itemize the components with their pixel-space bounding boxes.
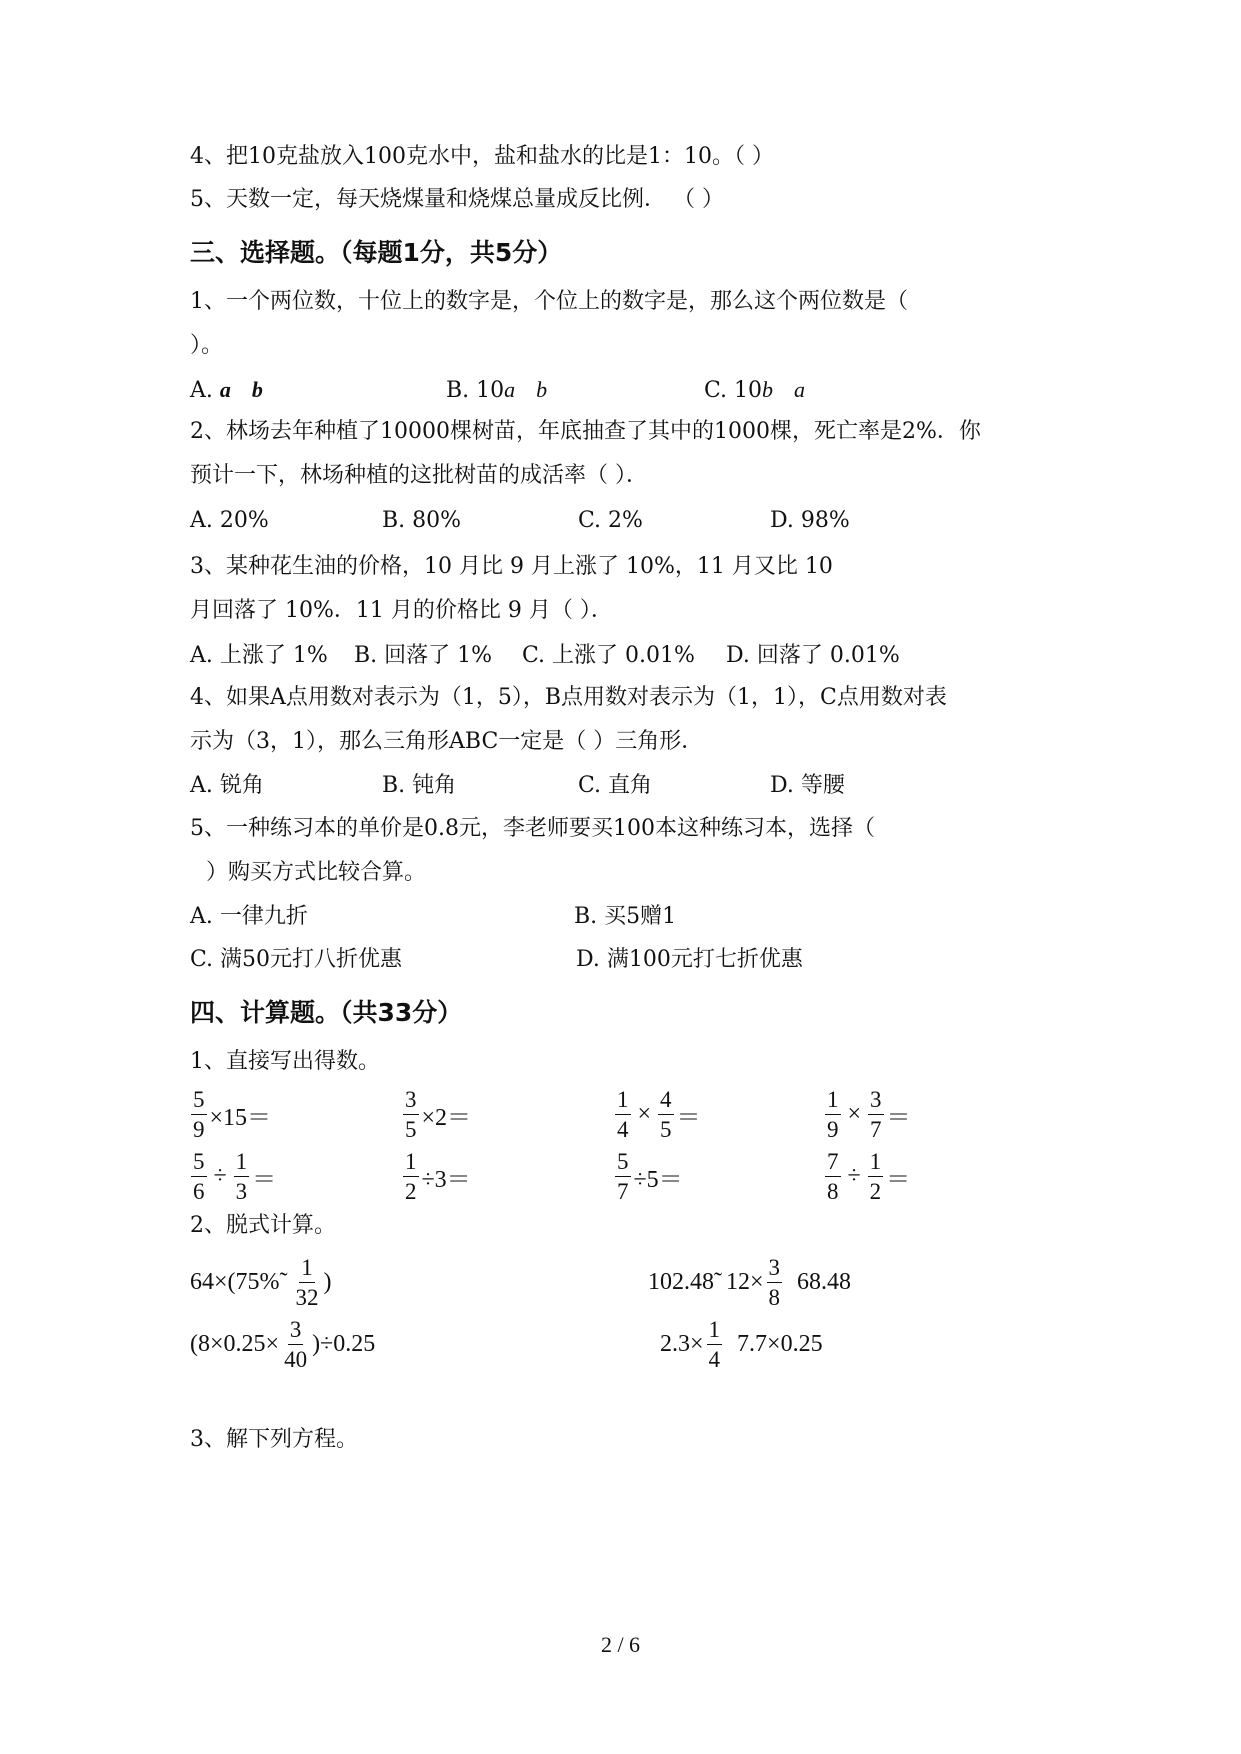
tf-question-4: 4、把10克盐放入100克水中，盐和盐水的比是1：10。（ ） [190, 144, 774, 169]
fraction: $\frac{1}{4}$ [708, 1317, 721, 1372]
direct-calc-1: $\frac{5}{9}$ ×15＝ [193, 1087, 272, 1142]
fraction: $\frac{7}{8}$ [827, 1149, 839, 1204]
fraction: $\frac{1}{3}$ [235, 1149, 248, 1204]
direct-calc-3: $\frac{1}{4}$ × $\frac{4}{5}$ ＝ [617, 1087, 701, 1142]
q3-2-option-c: C. 2% [578, 508, 643, 533]
q3-4-option-d: D. 等腰 [770, 773, 845, 798]
q3-5-line2: ）购买方式比较合算。 [206, 860, 427, 885]
q3-4-line2: 示为（3，1），那么三角形ABC一定是（ ）三角形． [190, 729, 704, 754]
q3-1-line1: 1、一个两位数，十位上的数字是，个位上的数字是，那么这个两位数是（ [190, 289, 908, 314]
fraction: $\frac{3}{40}$ [284, 1317, 308, 1372]
q3-5-option-b: B. 买5赠1 [574, 904, 677, 929]
section-3-title: 三、选择题。（每题1分，共5分） [190, 238, 563, 267]
fraction: $\frac{3}{8}$ [768, 1255, 781, 1310]
q3-1-option-a: A. a b [190, 377, 263, 403]
q3-4-option-a: A. 锐角 [190, 773, 264, 798]
q3-5-option-d: D. 满100元打七折优惠 [576, 947, 803, 972]
direct-calc-7: $\frac{5}{7}$ ÷5＝ [617, 1149, 683, 1204]
step-calc-2: 102.48̃ 12× $\frac{3}{8}$ 68.48 [648, 1255, 852, 1310]
fraction: $\frac{1}{2}$ [405, 1149, 417, 1204]
fraction: $\frac{5}{7}$ [617, 1149, 629, 1204]
direct-calc-5: $\frac{5}{6}$ ÷ $\frac{1}{3}$ ＝ [193, 1149, 277, 1204]
q3-1-option-c: C. 10b a [704, 377, 806, 403]
section-4-title: 四、计算题。（共33分） [190, 998, 463, 1027]
fraction: $\frac{5}{6}$ [193, 1149, 205, 1204]
q3-4-option-c: C. 直角 [578, 773, 653, 798]
tf-question-5: 5、天数一定，每天烧煤量和烧煤总量成反比例． （ ） [190, 187, 724, 212]
q3-3-line1: 3、某种花生油的价格，10 月比 9 月上涨了 10%，11 月又比 10 [190, 554, 833, 579]
q3-3-line2: 月回落了 10%．11 月的价格比 9 月（ ）． [190, 598, 613, 623]
q3-4-line1: 4、如果A点用数对表示为（1，5），B点用数对表示为（1，1），C点用数对表 [190, 685, 947, 710]
calc-part2-title: 2、脱式计算。 [190, 1213, 336, 1238]
fraction: $\frac{5}{9}$ [193, 1087, 205, 1142]
fraction: $\frac{3}{7}$ [870, 1087, 882, 1142]
direct-calc-8: $\frac{7}{8}$ ÷ $\frac{1}{2}$ ＝ [827, 1149, 911, 1204]
fraction: $\frac{1}{4}$ [617, 1087, 629, 1142]
direct-calc-6: $\frac{1}{2}$ ÷3＝ [405, 1149, 471, 1204]
direct-calc-4: $\frac{1}{9}$ × $\frac{3}{7}$ ＝ [827, 1087, 911, 1142]
step-calc-4: 2.3× $\frac{1}{4}$ 7.7×0.25 [660, 1317, 823, 1372]
q3-3-option-a: A. 上涨了 1% [190, 643, 328, 668]
direct-calc-2: $\frac{3}{5}$ ×2＝ [405, 1087, 472, 1142]
fraction: $\frac{1}{9}$ [827, 1087, 839, 1142]
fraction: $\frac{1}{32}$ [295, 1255, 319, 1310]
calc-part1-title: 1、直接写出得数。 [190, 1049, 380, 1074]
fraction: $\frac{3}{5}$ [405, 1087, 417, 1142]
q3-3-option-d: D. 回落了 0.01% [726, 643, 900, 668]
q3-2-option-a: A. 20% [190, 508, 269, 533]
q3-2-line1: 2、林场去年种植了10000棵树苗，年底抽查了其中的1000棵，死亡率是2%．你 [190, 419, 981, 444]
q3-2-line2: 预计一下，林场种植的这批树苗的成活率（ ）． [190, 463, 648, 488]
step-calc-3: (8×0.25× $\frac{3}{40}$ )÷0.25 [190, 1317, 376, 1372]
fraction: $\frac{4}{5}$ [660, 1087, 672, 1142]
q3-5-option-c: C. 满50元打八折优惠 [190, 947, 403, 972]
fraction: $\frac{1}{2}$ [869, 1149, 882, 1204]
q3-3-option-c: C. 上涨了 0.01% [522, 643, 695, 668]
q3-2-option-d: D. 98% [770, 508, 850, 533]
q3-4-option-b: B. 钝角 [382, 773, 457, 798]
q3-1-option-b: B. 10a b [446, 377, 548, 403]
calc-part3-title: 3、解下列方程。 [190, 1427, 358, 1452]
q3-5-option-a: A. 一律九折 [190, 904, 308, 929]
page-number: 2 / 6 [600, 1632, 641, 1657]
q3-3-option-b: B. 回落了 1% [354, 643, 493, 668]
q3-5-line1: 5、一种练习本的单价是0.8元，李老师要买100本这种练习本，选择（ [190, 816, 875, 841]
q3-1-line2: ）。 [190, 333, 224, 358]
q3-2-option-b: B. 80% [382, 508, 462, 533]
step-calc-1: 64×(75%̃ $\frac{1}{32}$ ) [190, 1255, 332, 1310]
